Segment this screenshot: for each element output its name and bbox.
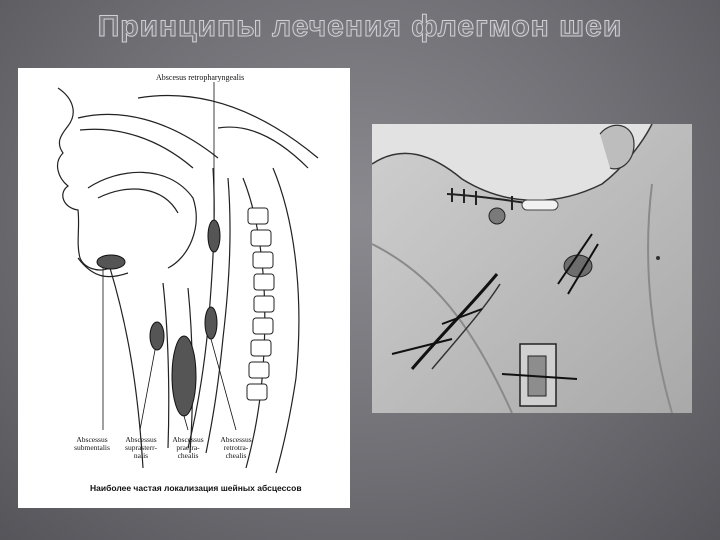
label-line: submentalis	[74, 442, 110, 452]
label-line: suprasterr-	[125, 442, 157, 452]
label-pretracheal-abscess	[164, 436, 212, 460]
label-suprasternal-abscess	[116, 436, 166, 460]
label-retrotracheal-abscess	[212, 436, 260, 460]
incisions-drawing	[372, 124, 692, 413]
label-line: chealis	[177, 450, 199, 460]
label-line: nalis	[133, 450, 149, 460]
label-line: Abscessus	[220, 435, 252, 444]
label-line: praetra-	[176, 442, 200, 452]
label-submental-abscess	[64, 436, 120, 452]
label-line: Abscessus	[172, 435, 204, 444]
slide-title: Принципы лечения флегмон шеи	[97, 10, 623, 43]
neck-incisions-illustration	[372, 124, 692, 413]
label-line: retrotra-	[223, 442, 249, 452]
label-retropharyngeal-abscess: Abscesus retropharyngealis	[156, 73, 245, 82]
label-line: chealis	[225, 450, 247, 460]
diagram-caption: Наиболее частая локализация шейных абсцессов	[90, 483, 302, 493]
sagittal-neck-diagram	[18, 68, 350, 508]
label-line: Absсessus	[76, 435, 108, 444]
label-line: Abscessus	[125, 435, 157, 444]
